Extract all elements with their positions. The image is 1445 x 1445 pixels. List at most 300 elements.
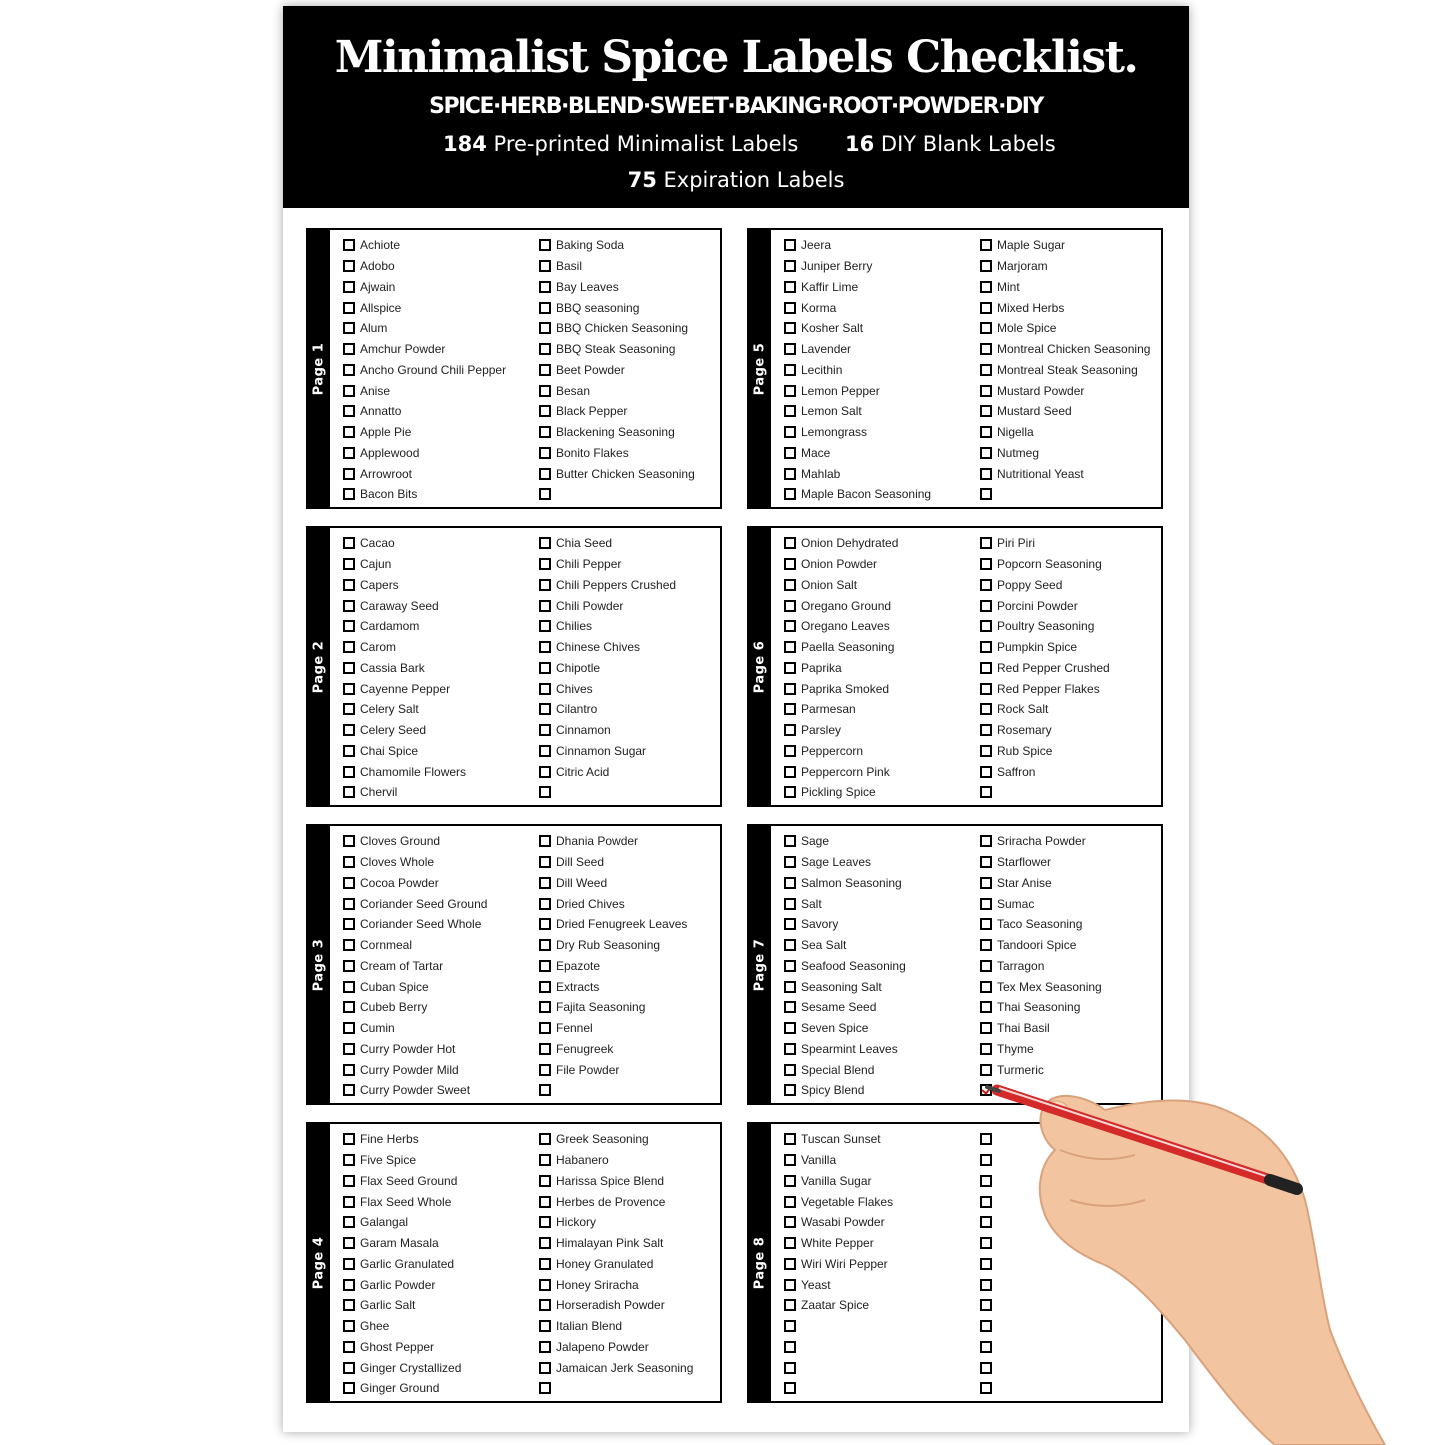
checklist-item[interactable] <box>784 256 974 277</box>
checkbox[interactable] <box>539 766 551 778</box>
checkbox[interactable] <box>343 1175 355 1187</box>
checklist-item[interactable] <box>784 658 974 679</box>
checkbox[interactable] <box>784 877 796 889</box>
checklist-item[interactable] <box>980 443 1160 464</box>
checklist-item[interactable] <box>784 637 974 658</box>
checkbox[interactable] <box>539 620 551 632</box>
checklist-item[interactable] <box>980 339 1160 360</box>
checklist-item[interactable] <box>539 463 719 484</box>
checklist-item[interactable] <box>980 463 1160 484</box>
checkbox[interactable] <box>539 558 551 570</box>
checkbox[interactable] <box>539 835 551 847</box>
checkbox[interactable] <box>539 1064 551 1076</box>
checkbox[interactable] <box>539 1382 551 1394</box>
checkbox[interactable] <box>343 385 355 397</box>
checklist-item[interactable] <box>980 256 1160 277</box>
checklist-item[interactable] <box>784 422 974 443</box>
checklist-item[interactable] <box>539 914 719 935</box>
checkbox[interactable] <box>784 260 796 272</box>
checklist-item[interactable] <box>784 873 974 894</box>
checkbox[interactable] <box>980 488 992 500</box>
checklist-item[interactable] <box>343 235 533 256</box>
checkbox[interactable] <box>784 281 796 293</box>
checklist-item[interactable] <box>980 873 1160 894</box>
checkbox[interactable] <box>343 641 355 653</box>
checkbox[interactable] <box>343 579 355 591</box>
checkbox[interactable] <box>980 703 992 715</box>
checklist-item[interactable] <box>343 1316 533 1337</box>
checkbox[interactable] <box>343 1279 355 1291</box>
checkbox[interactable] <box>980 877 992 889</box>
checkbox[interactable] <box>539 1154 551 1166</box>
checkbox[interactable] <box>980 683 992 695</box>
checklist-item[interactable] <box>343 658 533 679</box>
checklist-item[interactable] <box>343 277 533 298</box>
checklist-item[interactable] <box>539 443 719 464</box>
checkbox[interactable] <box>980 281 992 293</box>
checklist-item[interactable] <box>784 554 974 575</box>
checkbox[interactable] <box>343 260 355 272</box>
checklist-item[interactable] <box>784 1039 974 1060</box>
checklist-item[interactable] <box>539 256 719 277</box>
checklist-item[interactable] <box>784 1254 974 1275</box>
checklist-item[interactable] <box>539 484 719 505</box>
checklist-item[interactable] <box>539 956 719 977</box>
checklist-item[interactable] <box>343 761 533 782</box>
checklist-item[interactable] <box>343 1191 533 1212</box>
checkbox[interactable] <box>980 468 992 480</box>
checklist-item[interactable] <box>539 1080 719 1101</box>
checkbox[interactable] <box>784 981 796 993</box>
checklist-item[interactable] <box>539 1337 719 1358</box>
checklist-item[interactable] <box>343 678 533 699</box>
checklist-item[interactable] <box>784 1337 974 1358</box>
checkbox[interactable] <box>539 322 551 334</box>
checkbox[interactable] <box>784 1216 796 1228</box>
checkbox[interactable] <box>539 579 551 591</box>
checklist-item[interactable] <box>980 782 1160 803</box>
checklist-item[interactable] <box>343 256 533 277</box>
checklist-item[interactable] <box>980 277 1160 298</box>
checkbox[interactable] <box>343 981 355 993</box>
checklist-item[interactable] <box>343 422 533 443</box>
checklist-item[interactable] <box>343 463 533 484</box>
checkbox[interactable] <box>539 898 551 910</box>
checkbox[interactable] <box>980 918 992 930</box>
checkbox[interactable] <box>784 786 796 798</box>
checkbox[interactable] <box>784 364 796 376</box>
checklist-item[interactable] <box>343 339 533 360</box>
checkbox[interactable] <box>539 1133 551 1145</box>
checkbox[interactable] <box>784 1279 796 1291</box>
checklist-item[interactable] <box>539 678 719 699</box>
checkbox[interactable] <box>539 1320 551 1332</box>
checkbox[interactable] <box>784 1258 796 1270</box>
checklist-item[interactable] <box>980 997 1160 1018</box>
checklist-item[interactable] <box>343 1233 533 1254</box>
checkbox[interactable] <box>784 488 796 500</box>
checklist-item[interactable] <box>784 1080 974 1101</box>
checkbox[interactable] <box>980 662 992 674</box>
checkbox[interactable] <box>980 724 992 736</box>
checklist-item[interactable] <box>539 1357 719 1378</box>
checklist-item[interactable] <box>343 1129 533 1150</box>
checklist-item[interactable] <box>343 360 533 381</box>
checklist-item[interactable] <box>539 699 719 720</box>
checklist-item[interactable] <box>539 616 719 637</box>
checkbox[interactable] <box>343 426 355 438</box>
checkbox[interactable] <box>343 662 355 674</box>
checklist-item[interactable] <box>980 484 1160 505</box>
checklist-item[interactable] <box>784 1233 974 1254</box>
checklist-item[interactable] <box>980 637 1160 658</box>
checklist-item[interactable] <box>784 1150 974 1171</box>
checkbox[interactable] <box>343 1237 355 1249</box>
checklist-item[interactable] <box>539 1059 719 1080</box>
checkbox[interactable] <box>343 1001 355 1013</box>
checklist-item[interactable] <box>539 1295 719 1316</box>
checkbox[interactable] <box>343 1258 355 1270</box>
checkbox[interactable] <box>539 600 551 612</box>
checklist-item[interactable] <box>539 1191 719 1212</box>
checklist-item[interactable] <box>784 1295 974 1316</box>
checkbox[interactable] <box>343 447 355 459</box>
checklist-item[interactable] <box>539 1039 719 1060</box>
checkbox[interactable] <box>539 1279 551 1291</box>
checkbox[interactable] <box>980 447 992 459</box>
checklist-item[interactable] <box>539 1233 719 1254</box>
checkbox[interactable] <box>784 620 796 632</box>
checklist-item[interactable] <box>980 318 1160 339</box>
checklist-item[interactable] <box>784 893 974 914</box>
checkbox[interactable] <box>980 364 992 376</box>
checkbox[interactable] <box>343 1043 355 1055</box>
checklist-item[interactable] <box>343 533 533 554</box>
checkbox[interactable] <box>980 960 992 972</box>
checkbox[interactable] <box>980 260 992 272</box>
checkbox[interactable] <box>784 1299 796 1311</box>
checkbox[interactable] <box>784 898 796 910</box>
checkbox[interactable] <box>784 1043 796 1055</box>
checklist-item[interactable] <box>539 658 719 679</box>
checklist-item[interactable] <box>980 554 1160 575</box>
checkbox[interactable] <box>539 447 551 459</box>
checkbox[interactable] <box>980 766 992 778</box>
checkbox[interactable] <box>784 1341 796 1353</box>
checkbox[interactable] <box>539 877 551 889</box>
checklist-item[interactable] <box>539 997 719 1018</box>
checklist-item[interactable] <box>343 1357 533 1378</box>
checkbox[interactable] <box>784 641 796 653</box>
checklist-item[interactable] <box>539 1378 719 1399</box>
checkbox[interactable] <box>980 835 992 847</box>
checkbox[interactable] <box>343 1320 355 1332</box>
checklist-item[interactable] <box>784 1191 974 1212</box>
checklist-item[interactable] <box>784 997 974 1018</box>
checkbox[interactable] <box>539 1084 551 1096</box>
checkbox[interactable] <box>343 766 355 778</box>
checklist-item[interactable] <box>784 782 974 803</box>
checkbox[interactable] <box>980 1022 992 1034</box>
checklist-item[interactable] <box>539 1212 719 1233</box>
checklist-item[interactable] <box>343 575 533 596</box>
checkbox[interactable] <box>539 1196 551 1208</box>
checkbox[interactable] <box>784 1084 796 1096</box>
checklist-item[interactable] <box>343 831 533 852</box>
checklist-item[interactable] <box>343 976 533 997</box>
checklist-item[interactable] <box>539 575 719 596</box>
checkbox[interactable] <box>343 1064 355 1076</box>
checklist-item[interactable] <box>784 380 974 401</box>
checkbox[interactable] <box>343 558 355 570</box>
checkbox[interactable] <box>539 302 551 314</box>
checkbox[interactable] <box>539 239 551 251</box>
checkbox[interactable] <box>784 1362 796 1374</box>
checklist-item[interactable] <box>343 1274 533 1295</box>
checkbox[interactable] <box>539 405 551 417</box>
checklist-item[interactable] <box>784 914 974 935</box>
checklist-item[interactable] <box>784 235 974 256</box>
checkbox[interactable] <box>343 724 355 736</box>
checklist-item[interactable] <box>539 554 719 575</box>
checkbox[interactable] <box>980 537 992 549</box>
checkbox[interactable] <box>784 239 796 251</box>
checklist-item[interactable] <box>784 720 974 741</box>
checklist-item[interactable] <box>784 533 974 554</box>
checklist-item[interactable] <box>784 339 974 360</box>
checklist-item[interactable] <box>784 699 974 720</box>
checklist-item[interactable] <box>980 595 1160 616</box>
checklist-item[interactable] <box>343 616 533 637</box>
checklist-item[interactable] <box>343 1378 533 1399</box>
checklist-item[interactable] <box>539 533 719 554</box>
checklist-item[interactable] <box>784 678 974 699</box>
checkbox[interactable] <box>980 856 992 868</box>
checkbox[interactable] <box>784 579 796 591</box>
checklist-item[interactable] <box>539 235 719 256</box>
checkbox[interactable] <box>343 302 355 314</box>
checkbox[interactable] <box>980 1001 992 1013</box>
checklist-item[interactable] <box>980 976 1160 997</box>
checkbox[interactable] <box>539 1258 551 1270</box>
checklist-item[interactable] <box>980 360 1160 381</box>
checklist-item[interactable] <box>539 831 719 852</box>
checklist-item[interactable] <box>539 741 719 762</box>
checklist-item[interactable] <box>539 1254 719 1275</box>
checklist-item[interactable] <box>980 401 1160 422</box>
checkbox[interactable] <box>343 856 355 868</box>
checkbox[interactable] <box>980 641 992 653</box>
checkbox[interactable] <box>539 343 551 355</box>
checkbox[interactable] <box>980 579 992 591</box>
checklist-item[interactable] <box>980 831 1160 852</box>
checklist-item[interactable] <box>784 1018 974 1039</box>
checkbox[interactable] <box>539 1001 551 1013</box>
checkbox[interactable] <box>343 683 355 695</box>
checkbox[interactable] <box>343 239 355 251</box>
checklist-item[interactable] <box>539 976 719 997</box>
checklist-item[interactable] <box>343 893 533 914</box>
checkbox[interactable] <box>343 703 355 715</box>
checklist-item[interactable] <box>980 380 1160 401</box>
checklist-item[interactable] <box>784 318 974 339</box>
checkbox[interactable] <box>980 385 992 397</box>
checkbox[interactable] <box>539 745 551 757</box>
checkbox[interactable] <box>784 1175 796 1187</box>
checklist-item[interactable] <box>539 277 719 298</box>
checklist-item[interactable] <box>343 1150 533 1171</box>
checklist-item[interactable] <box>343 318 533 339</box>
checkbox[interactable] <box>784 1196 796 1208</box>
checklist-item[interactable] <box>343 380 533 401</box>
checkbox[interactable] <box>784 856 796 868</box>
checklist-item[interactable] <box>980 422 1160 443</box>
checkbox[interactable] <box>343 877 355 889</box>
checkbox[interactable] <box>539 1299 551 1311</box>
checkbox[interactable] <box>539 1237 551 1249</box>
checklist-item[interactable] <box>784 484 974 505</box>
checkbox[interactable] <box>539 641 551 653</box>
checklist-item[interactable] <box>539 761 719 782</box>
checkbox[interactable] <box>343 745 355 757</box>
checklist-item[interactable] <box>539 1316 719 1337</box>
checkbox[interactable] <box>980 786 992 798</box>
checkbox[interactable] <box>784 385 796 397</box>
checkbox[interactable] <box>343 322 355 334</box>
checklist-item[interactable] <box>980 720 1160 741</box>
checkbox[interactable] <box>343 960 355 972</box>
checkbox[interactable] <box>343 620 355 632</box>
checklist-item[interactable] <box>980 761 1160 782</box>
checkbox[interactable] <box>980 239 992 251</box>
checkbox[interactable] <box>784 537 796 549</box>
checkbox[interactable] <box>539 981 551 993</box>
checkbox[interactable] <box>343 1216 355 1228</box>
checkbox[interactable] <box>980 981 992 993</box>
checklist-item[interactable] <box>784 1378 974 1399</box>
checklist-item[interactable] <box>343 1254 533 1275</box>
checkbox[interactable] <box>343 1022 355 1034</box>
checkbox[interactable] <box>539 468 551 480</box>
checklist-item[interactable] <box>980 235 1160 256</box>
checkbox[interactable] <box>980 405 992 417</box>
checkbox[interactable] <box>343 600 355 612</box>
checkbox[interactable] <box>784 600 796 612</box>
checkbox[interactable] <box>980 426 992 438</box>
checkbox[interactable] <box>980 620 992 632</box>
checklist-item[interactable] <box>539 339 719 360</box>
checklist-item[interactable] <box>784 1171 974 1192</box>
checkbox[interactable] <box>343 537 355 549</box>
checklist-item[interactable] <box>980 956 1160 977</box>
checkbox[interactable] <box>343 1196 355 1208</box>
checklist-item[interactable] <box>784 616 974 637</box>
checklist-item[interactable] <box>980 914 1160 935</box>
checkbox[interactable] <box>539 537 551 549</box>
checkbox[interactable] <box>980 302 992 314</box>
checklist-item[interactable] <box>784 1274 974 1295</box>
checkbox[interactable] <box>539 703 551 715</box>
checklist-item[interactable] <box>343 637 533 658</box>
checklist-item[interactable] <box>784 360 974 381</box>
checklist-item[interactable] <box>343 484 533 505</box>
checklist-item[interactable] <box>784 1059 974 1080</box>
checkbox[interactable] <box>343 1154 355 1166</box>
checkbox[interactable] <box>784 558 796 570</box>
checkbox[interactable] <box>539 856 551 868</box>
checklist-item[interactable] <box>980 297 1160 318</box>
checklist-item[interactable] <box>343 1039 533 1060</box>
checkbox[interactable] <box>539 960 551 972</box>
checklist-item[interactable] <box>980 741 1160 762</box>
checklist-item[interactable] <box>343 1212 533 1233</box>
checkbox[interactable] <box>343 939 355 951</box>
checklist-item[interactable] <box>343 782 533 803</box>
checklist-item[interactable] <box>539 380 719 401</box>
checklist-item[interactable] <box>343 1171 533 1192</box>
checkbox[interactable] <box>784 468 796 480</box>
checklist-item[interactable] <box>784 831 974 852</box>
checkbox[interactable] <box>539 724 551 736</box>
checklist-item[interactable] <box>343 1018 533 1039</box>
checkbox[interactable] <box>343 786 355 798</box>
checkbox[interactable] <box>784 835 796 847</box>
checkbox[interactable] <box>784 1022 796 1034</box>
checklist-item[interactable] <box>539 852 719 873</box>
checklist-item[interactable] <box>539 422 719 443</box>
checklist-item[interactable] <box>539 873 719 894</box>
checklist-item[interactable] <box>343 741 533 762</box>
checklist-item[interactable] <box>784 1212 974 1233</box>
checklist-item[interactable] <box>784 956 974 977</box>
checkbox[interactable] <box>784 1382 796 1394</box>
checkbox[interactable] <box>539 364 551 376</box>
checkbox[interactable] <box>784 405 796 417</box>
checkbox[interactable] <box>784 766 796 778</box>
checklist-item[interactable] <box>343 443 533 464</box>
checklist-item[interactable] <box>539 782 719 803</box>
checklist-item[interactable] <box>343 935 533 956</box>
checkbox[interactable] <box>784 724 796 736</box>
checklist-item[interactable] <box>784 401 974 422</box>
checkbox[interactable] <box>784 302 796 314</box>
checklist-item[interactable] <box>343 997 533 1018</box>
checklist-item[interactable] <box>784 761 974 782</box>
checkbox[interactable] <box>784 322 796 334</box>
checklist-item[interactable] <box>980 893 1160 914</box>
checkbox[interactable] <box>784 1064 796 1076</box>
checkbox[interactable] <box>784 426 796 438</box>
checklist-item[interactable] <box>539 893 719 914</box>
checklist-item[interactable] <box>539 318 719 339</box>
checklist-item[interactable] <box>539 1129 719 1150</box>
checkbox[interactable] <box>784 447 796 459</box>
checkbox[interactable] <box>539 1022 551 1034</box>
checkbox[interactable] <box>539 662 551 674</box>
checkbox[interactable] <box>343 1299 355 1311</box>
checkbox[interactable] <box>343 835 355 847</box>
checklist-item[interactable] <box>784 1357 974 1378</box>
checklist-item[interactable] <box>980 575 1160 596</box>
checkbox[interactable] <box>539 260 551 272</box>
checklist-item[interactable] <box>784 741 974 762</box>
checkbox[interactable] <box>784 343 796 355</box>
checklist-item[interactable] <box>784 1316 974 1337</box>
checklist-item[interactable] <box>539 1171 719 1192</box>
checkbox[interactable] <box>539 385 551 397</box>
checklist-item[interactable] <box>539 1018 719 1039</box>
checkbox[interactable] <box>784 1237 796 1249</box>
